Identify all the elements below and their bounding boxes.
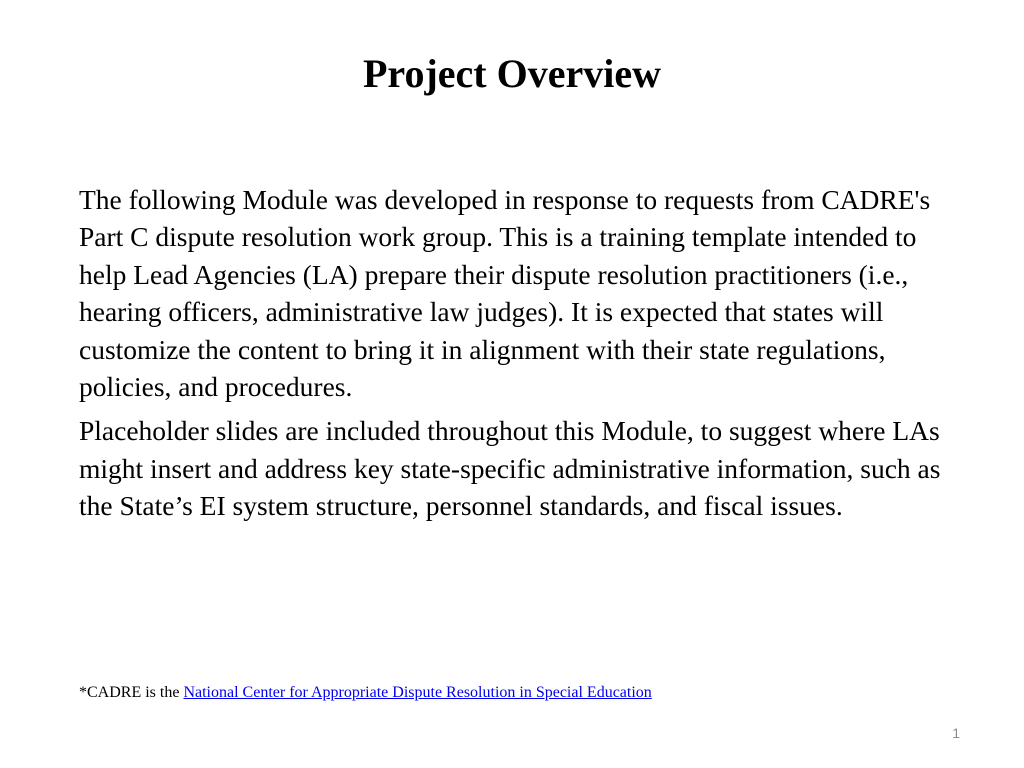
slide-title: Project Overview (363, 51, 661, 96)
cadre-link[interactable]: National Center for Appropriate Dispute Resolution in Special Education (183, 684, 652, 701)
footnote-prefix: *CADRE is the (79, 684, 184, 701)
body-paragraph-1: The following Module was developed in response to requests from CADRE's Part C dispute resolution work group. This is a training template intended to help Lead Agencies (LA) prepare their dispute resolution practitioners (i.e., hearing officers, administrative law judges). It is expected that states will customize the content to bring it in alignment with their state regulations, policies, and procedures. (79, 184, 931, 403)
footnote (79, 683, 652, 703)
body-paragraph-2: Placeholder slides are included throughout this Module, to suggest where LAs might insert and address key state-specific administrative information, such as the State’s EI system structure, personnel standards, and fiscal issues. (79, 415, 941, 522)
page-number: 1 (952, 725, 960, 741)
slide-body (79, 181, 949, 532)
